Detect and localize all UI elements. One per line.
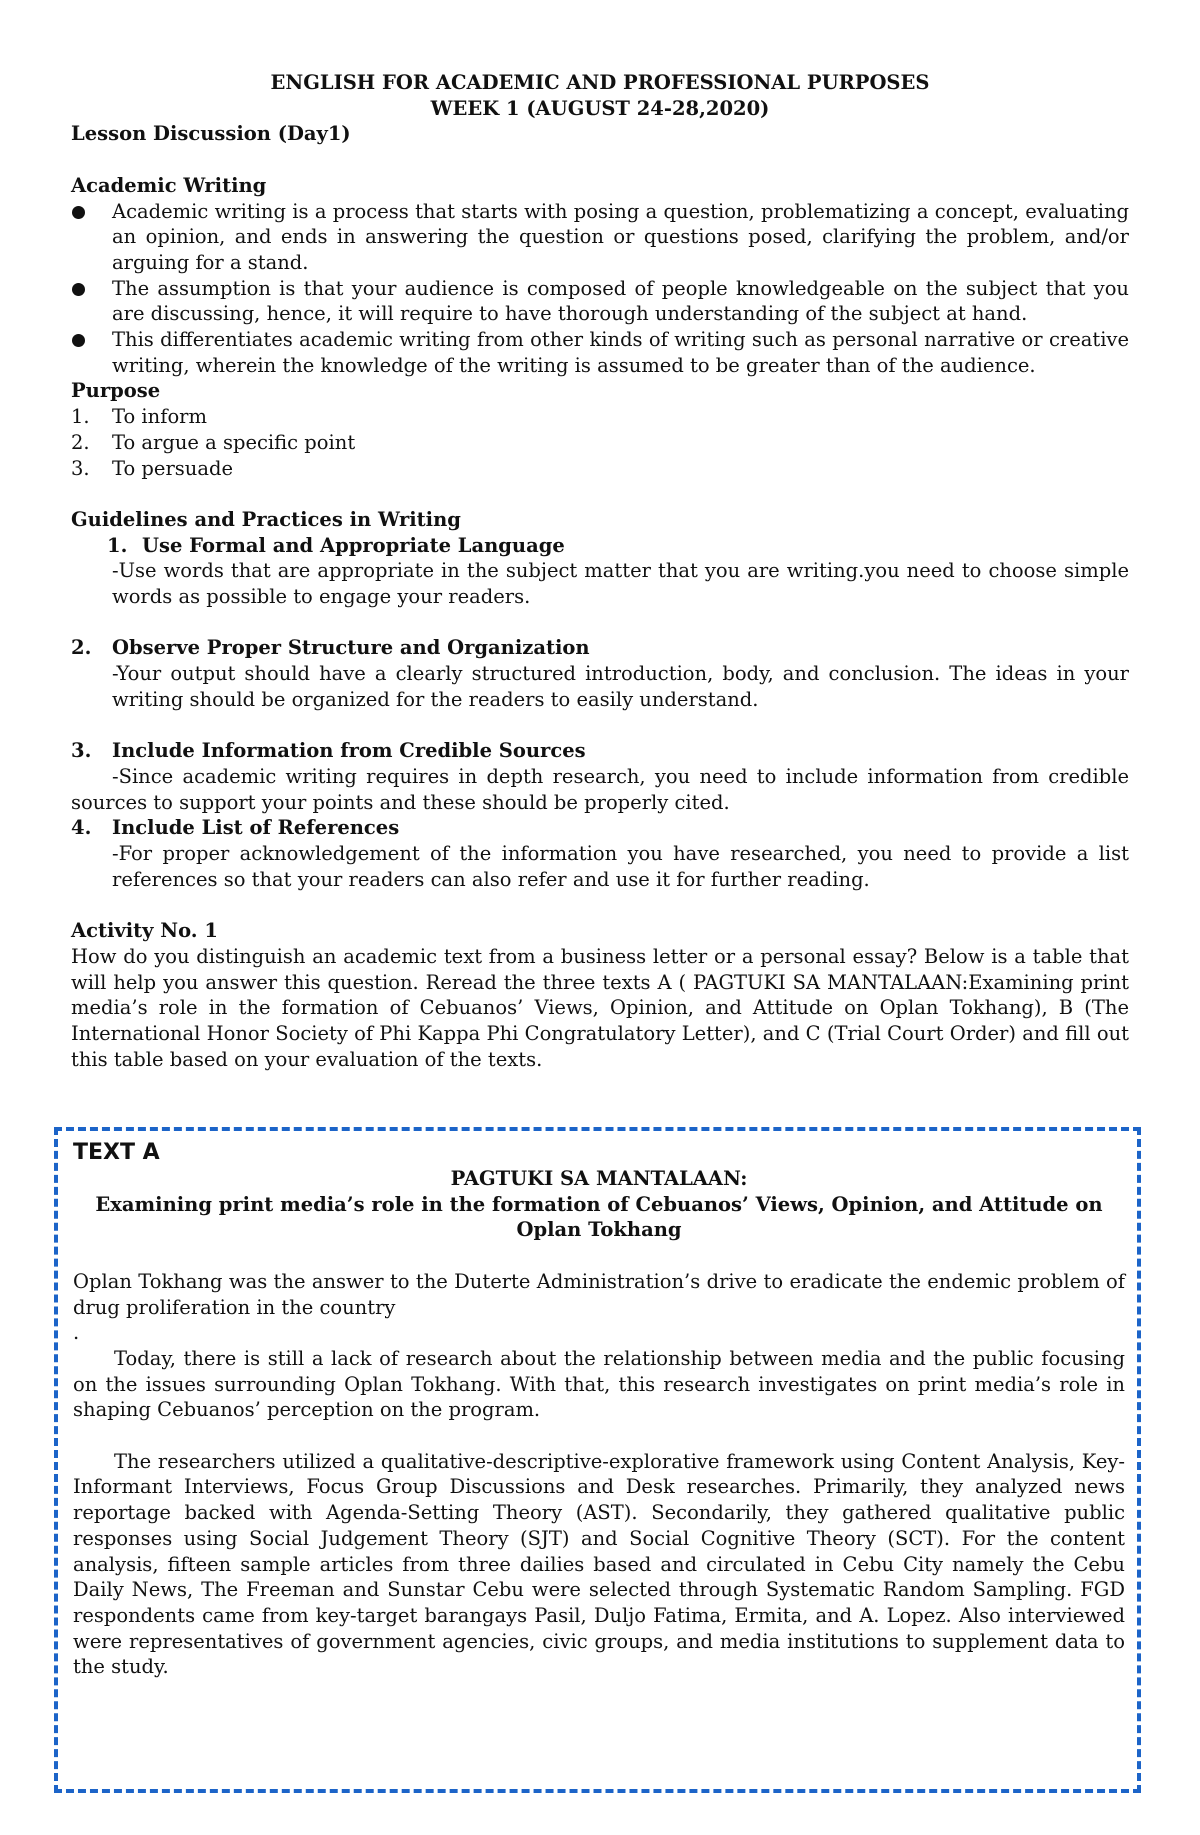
guideline-title: Observe Proper Structure and Organization — [112, 636, 590, 660]
purpose-item — [71, 404, 1129, 430]
guideline-number: 1. — [107, 533, 128, 557]
guideline-title: Include Information from Credible Sources — [112, 739, 586, 763]
text-a-paragraph: The researchers utilized a qualitative-descriptive-explorative framework using Content Analysis, Key-Informant Interviews, Focus Group Discussions and Desk researches. Primarily, they analyzed news reportage backed with Agenda-Setting Theory (AST). Secondarily, they gathered qualitative public responses using Social Judgement Theory (SJT) and Social Cognitive Theory (SCT). For the content analysis, fifteen sample articles from three dailies based and circulated in Cebu City namely the Cebu Daily News, The Freeman and Sunstar Cebu were selected through Systematic Random Sampling. FGD respondents came from key-target barangays Pasil, Duljo Fatima, Ermita, and A. Lopez. Also interviewed were representatives of government agencies, civic groups, and media institutions to supplement data to the study. — [73, 1449, 1125, 1679]
purpose-text: To persuade — [112, 456, 233, 480]
guideline-number: 4. — [71, 816, 92, 840]
academic-writing-heading: Academic Writing — [71, 173, 267, 197]
week-label: WEEK 1 (AUGUST 24-28,2020) — [430, 96, 770, 120]
purpose-item — [71, 430, 1129, 456]
activity-heading: Activity No. 1 — [71, 919, 218, 943]
guideline-number: 3. — [71, 739, 92, 763]
course-title: ENGLISH FOR ACADEMIC AND PROFESSIONAL PURPOSES — [270, 71, 930, 94]
activity-instructions: How do you distinguish an academic text from a business letter or a personal essay? Below is a table that will help you answer this question. Reread the three texts A ( PAGTUKI SA MANTALAAN:Examining print media’s role in the formation of Cebuanos’ Views, Opinion, and Attitude on Oplan Tokhang), B (The International Honor Society of Phi Kappa Phi Congratulatory Letter), and C (Trial Court Order) and fill out this table based on your evaluation of the texts. — [71, 944, 1129, 1071]
academic-writing-bullets — [71, 199, 1129, 379]
purpose-heading: Purpose — [71, 379, 161, 403]
guideline-body: -For proper acknowledgement of the information you have researched, you need to provide a list references so that your readers can also refer and use it for further reading. — [112, 842, 1129, 891]
bullet-item: Academic writing is a process that starts with posing a question, problematizing a concept, evaluating an opinion, and ends in answering the question or questions posed, clarifying the problem, and/or arguing for a stand. — [71, 199, 1129, 276]
text-a-paragraph: Today, there is still a lack of research about the relationship between media and the public focusing on the issues surrounding Oplan Tokhang. With that, this research investigates on print media’s role in shaping Cebuanos’ perception on the program. — [73, 1346, 1125, 1422]
purpose-item — [71, 456, 1129, 482]
guideline-body: -Your output should have a clearly structured introduction, body, and conclusion. The ideas in your writing should be organized for the readers to easily understand. — [112, 662, 1129, 711]
purpose-number: 2. — [71, 430, 90, 454]
spacer — [71, 892, 1129, 918]
purpose-number: 1. — [71, 405, 90, 429]
spacer — [71, 481, 1129, 507]
spacer — [71, 610, 1129, 636]
guidelines-heading: Guidelines and Practices in Writing — [71, 507, 461, 531]
spacer — [71, 147, 1129, 173]
spacer — [71, 713, 1129, 739]
bullet-item: This differentiates academic writing from other kinds of writing such as personal narrative or creative writing, wherein the knowledge of the writing is assumed to be greater than of the audience. — [71, 327, 1129, 378]
purpose-list — [71, 404, 1129, 481]
guideline-item — [71, 533, 1129, 559]
text-a-box — [54, 1127, 1141, 1793]
guideline-number: 2. — [71, 636, 92, 660]
text-a-title-line1: PAGTUKI SA MANTALAAN: — [450, 1167, 748, 1190]
text-a-label: TEXT A — [73, 1140, 160, 1165]
guideline-title: Include List of References — [112, 816, 400, 840]
guideline-body: -Use words that are appropriate in the subject matter that you are writing.you need to choose simple words as possible to engage your readers. — [112, 559, 1129, 609]
guideline-body: -Since academic writing requires in depth research, you need to include information from credible sources to support your points and these should be properly cited. — [71, 764, 1167, 814]
bullet-item: The assumption is that your audience is composed of people knowledgeable on the subject that you are discussing, hence, it will require to have thorough understanding of the subject at hand. — [71, 276, 1129, 327]
text-a-content — [73, 1139, 1125, 1680]
guideline-item — [71, 635, 1129, 661]
spacer — [73, 1423, 1125, 1449]
purpose-text: To inform — [112, 405, 207, 429]
text-a-title-line2: Examining print media’s role in the formation of Cebuanos’ Views, Opinion, and Attitude on Oplan Tokhang — [95, 1192, 1103, 1242]
guideline-item — [71, 815, 1129, 841]
text-a-paragraph: Oplan Tokhang was the answer to the Duterte Administration’s drive to eradicate the endemic problem of drug proliferation in the country — [73, 1269, 1125, 1319]
guideline-title: Use Formal and Appropriate Language — [142, 533, 565, 557]
text-a-stray-period: . — [73, 1321, 80, 1345]
purpose-text: To argue a specific point — [112, 430, 356, 454]
spacer — [73, 1243, 1125, 1269]
lesson-content — [71, 70, 1167, 1072]
lesson-discussion-label: Lesson Discussion (Day1) — [71, 122, 351, 146]
guideline-item — [71, 738, 1129, 764]
purpose-number: 3. — [71, 456, 90, 480]
